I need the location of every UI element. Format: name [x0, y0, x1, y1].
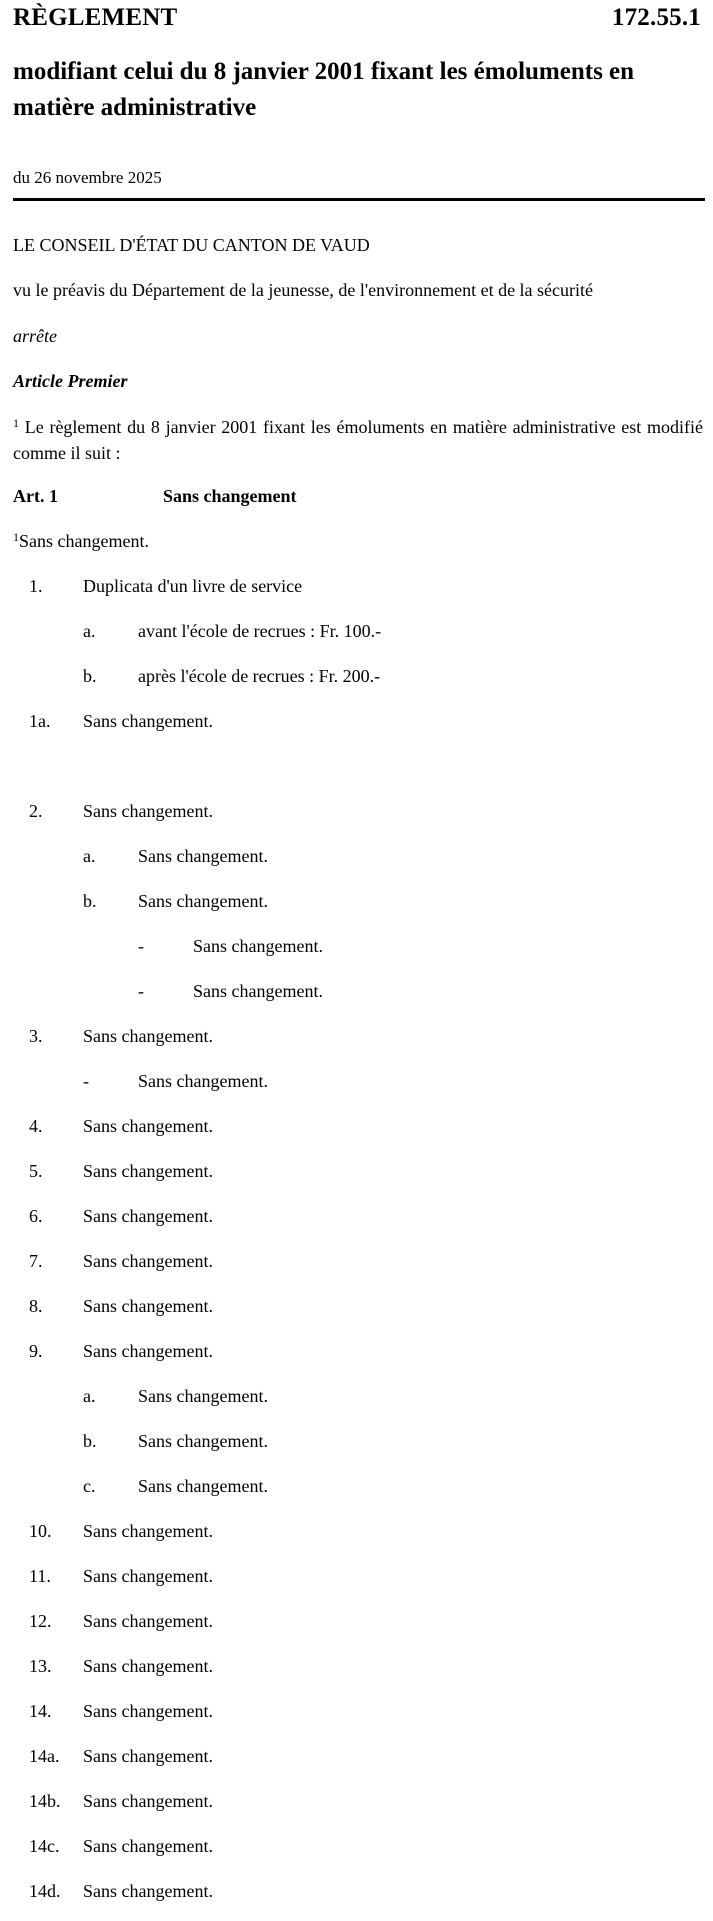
authority: LE CONSEIL D'ÉTAT DU CANTON DE VAUD [13, 235, 370, 255]
list-item-text: Sans changement. [83, 1656, 213, 1676]
list-item-label: 2. [29, 801, 43, 821]
article-1-number: Art. 1 [13, 486, 58, 506]
list-item-label: 13. [29, 1656, 52, 1676]
list-item-label: 7. [29, 1251, 43, 1271]
list-item-text: Sans changement. [83, 1881, 213, 1901]
list-item-label: 3. [29, 1026, 43, 1046]
list-item-label: b. [83, 891, 97, 911]
list-item-text: Sans changement. [138, 1071, 268, 1091]
list-item-label: 8. [29, 1296, 43, 1316]
list-item-text: Sans changement. [83, 711, 213, 731]
alinea-text: Le règlement du 8 janvier 2001 fixant les émoluments en matière administrative est modifié comme il suit : [13, 417, 703, 463]
list-item-label: 6. [29, 1206, 43, 1226]
list-item-text: Sans changement. [83, 1701, 213, 1721]
list-item-label: b. [83, 1431, 97, 1451]
alinea-number: 1 [13, 416, 19, 430]
list-item-text: Sans changement. [83, 1746, 213, 1766]
list-item-text: Sans changement. [83, 1836, 213, 1856]
document-type: RÈGLEMENT [13, 4, 178, 31]
list-item-label: 11. [29, 1566, 51, 1586]
list-item-text: après l'école de recrues : Fr. 200.- [138, 666, 381, 686]
list-item-label: 10. [29, 1521, 52, 1541]
list-item-text: Sans changement. [83, 1611, 213, 1631]
list-item-text: Sans changement. [193, 936, 323, 956]
list-item-label: c. [83, 1476, 96, 1496]
document-subtitle: modifiant celui du 8 janvier 2001 fixant les émoluments en matière administrative [13, 58, 635, 121]
list-item-label: - [138, 981, 144, 1001]
list-item-label: 14a. [29, 1746, 60, 1766]
list-item-label: - [138, 936, 144, 956]
article-1-alinea [13, 531, 149, 552]
list-item-text: Sans changement. [138, 1431, 268, 1451]
list-item-text: avant l'école de recrues : Fr. 100.- [138, 621, 382, 641]
list-item-label: 4. [29, 1116, 43, 1136]
list-item-text: Sans changement. [83, 1791, 213, 1811]
list-item-label: 14c. [29, 1836, 60, 1856]
list-item-text: Sans changement. [83, 1116, 213, 1136]
list-item-label: - [83, 1071, 89, 1091]
list-item-label: 9. [29, 1341, 43, 1361]
list-item-label: 1a. [29, 711, 51, 731]
list-item-text: Sans changement. [83, 1341, 213, 1361]
list-item-text: Sans changement. [83, 1521, 213, 1541]
list-item-text: Sans changement. [138, 1476, 268, 1496]
list-item-label: 14b. [29, 1791, 61, 1811]
list-item-text: Sans changement. [193, 981, 323, 1001]
list-item-text: Sans changement. [83, 1566, 213, 1586]
arrete: arrête [13, 326, 57, 346]
alinea-number: 1 [13, 530, 19, 544]
list-item-text: Sans changement. [83, 1026, 213, 1046]
list-item-text: Sans changement. [83, 1161, 213, 1181]
list-item-text: Sans changement. [83, 801, 213, 821]
vu-clause: vu le préavis du Département de la jeunesse, de l'environnement et de la sécurité [13, 280, 594, 300]
list-item-label: 12. [29, 1611, 52, 1631]
list-item-text: Sans changement. [83, 1206, 213, 1226]
list-item-label: a. [83, 846, 96, 866]
document-date: du 26 novembre 2025 [13, 168, 162, 187]
list-item-label: 5. [29, 1161, 43, 1181]
list-item-label: 14. [29, 1701, 52, 1721]
list-item-label: b. [83, 666, 97, 686]
article-premier-alinea [13, 414, 703, 466]
header-divider [13, 198, 705, 201]
list-item-text: Sans changement. [138, 891, 268, 911]
list-item-text: Sans changement. [138, 846, 268, 866]
article-premier-title: Article Premier [13, 371, 128, 391]
list-item-label: a. [83, 1386, 96, 1406]
list-item-text: Sans changement. [138, 1386, 268, 1406]
list-item-text: Sans changement. [83, 1251, 213, 1271]
list-item-label: a. [83, 621, 96, 641]
alinea-text: Sans changement. [19, 531, 149, 551]
list-item-text: Sans changement. [83, 1296, 213, 1316]
list-item-label: 1. [29, 576, 43, 596]
article-1-title: Sans changement [163, 486, 297, 506]
list-item-text: Duplicata d'un livre de service [83, 576, 303, 596]
list-item-label: 14d. [29, 1881, 61, 1901]
document-number: 172.55.1 [611, 4, 701, 31]
